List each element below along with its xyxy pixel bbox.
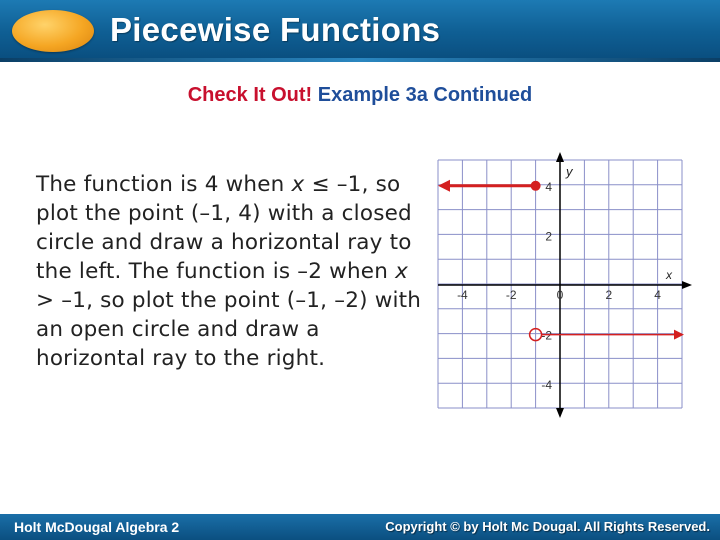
- page-title: Piecewise Functions: [110, 11, 441, 48]
- x-tick-label: 4: [654, 288, 661, 302]
- y-tick-label: 4: [545, 179, 552, 194]
- explanation-part-1: The function is 4 when: [36, 172, 292, 197]
- x-axis-arrow-icon: [682, 281, 692, 289]
- explanation-part-3: > –1, so plot the point (–1, –2) with an open circle and draw a horizontal ray to the right.: [36, 288, 422, 371]
- y-axis-label: y: [566, 164, 573, 179]
- y-tick-label: -2: [541, 328, 552, 343]
- example-label: Example 3a Continued: [317, 84, 533, 106]
- graph-marks: [438, 180, 684, 341]
- graph-axes: [438, 152, 692, 418]
- y-axis-arrow-down-icon: [556, 408, 564, 418]
- explanation-var-1: x: [291, 172, 305, 197]
- x-tick-label: 0: [556, 288, 564, 302]
- check-it-out-label: Check It Out!: [187, 84, 313, 106]
- y-tick-label: 2: [545, 229, 552, 244]
- footer-bar: [0, 514, 720, 540]
- footer-publisher: Holt McDougal Algebra 2: [14, 519, 180, 535]
- y-tick-label: -4: [541, 378, 552, 393]
- x-tick-label: -2: [505, 288, 517, 302]
- x-tick-label: 2: [605, 288, 613, 302]
- x-axis-label: x: [666, 268, 672, 282]
- explanation-part-2: ≤ –1, so plot the point (–1, 4) with a closed circle and draw a horizontal ray to the left. The function is –2 when: [36, 172, 412, 284]
- x-tick-label: -4: [457, 288, 468, 302]
- explanation-var-2: x: [395, 259, 408, 284]
- left-ray-arrow-icon: [438, 180, 450, 192]
- footer-copyright: Copyright © by Holt Mc Dougal. All Rights Reserved.: [385, 519, 710, 534]
- closed-circle-point: [531, 181, 541, 191]
- y-axis-arrow-up-icon: [556, 152, 564, 162]
